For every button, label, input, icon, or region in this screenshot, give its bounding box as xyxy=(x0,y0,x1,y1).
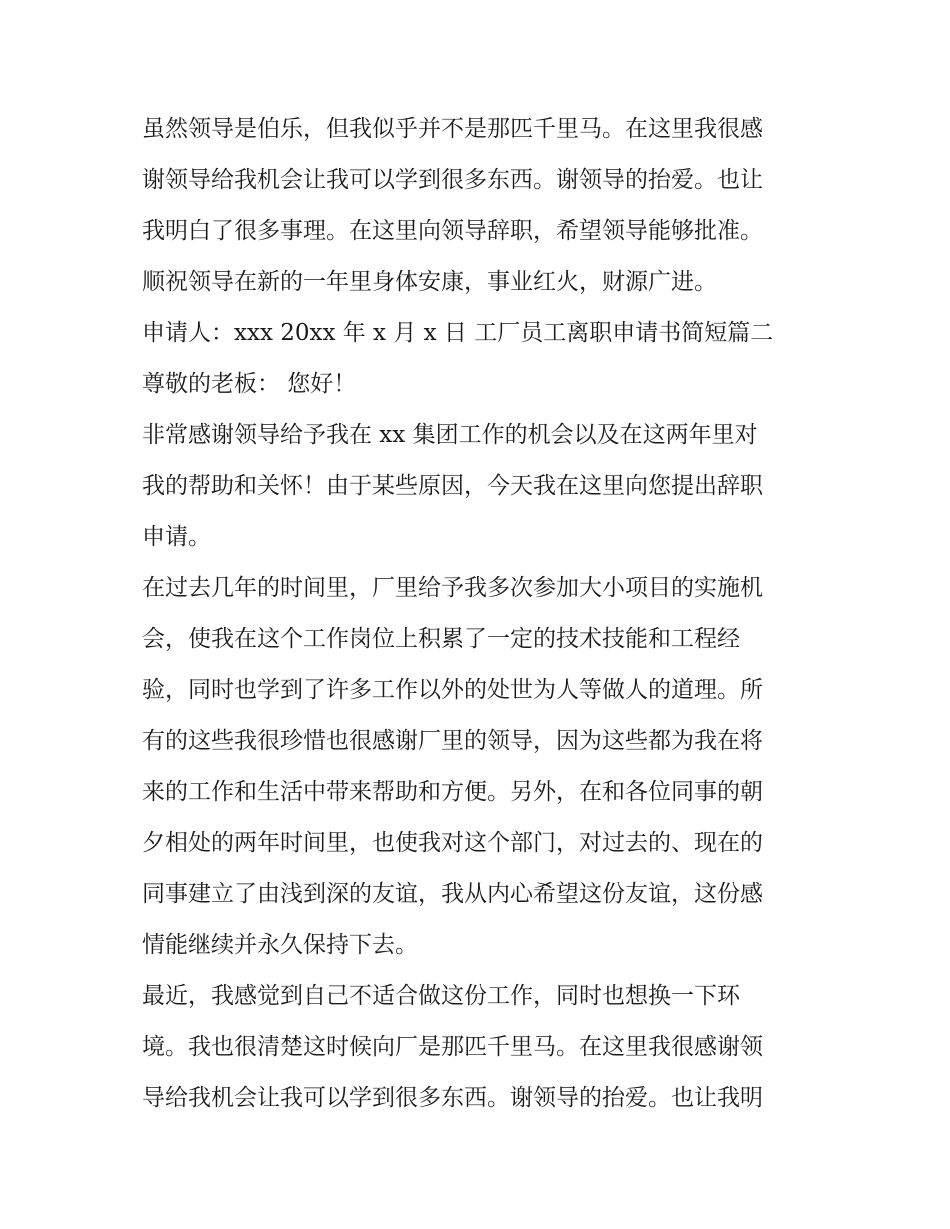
text-line: 会，使我在这个工作岗位上积累了一定的技术技能和工程经 xyxy=(142,626,740,652)
text-line: 申请。 xyxy=(142,524,211,550)
text-line: 谢领导给我机会让我可以学到很多东西。谢领导的抬爱。也让 xyxy=(142,167,763,193)
text-line: 同事建立了由浅到深的友谊，我从内心希望这份友谊，这份感 xyxy=(142,881,763,907)
signature-line: 申请人：xxx 20xx 年 x 月 x 日 工厂员工离职申请书简短篇二 xyxy=(142,320,774,346)
document-body xyxy=(142,104,822,1124)
salutation-line: 尊敬的老板： 您好！ xyxy=(142,371,357,397)
text-line: 顺祝领导在新的一年里身体安康，事业红火，财源广进。 xyxy=(142,269,717,295)
text-line: 验，同时也学到了许多工作以外的处世为人等做人的道理。所 xyxy=(142,677,763,703)
text-line: 在过去几年的时间里，厂里给予我多次参加大小项目的实施机 xyxy=(142,575,763,601)
text-line: 虽然领导是伯乐，但我似乎并不是那匹千里马。在这里我很感 xyxy=(142,116,763,142)
text-line: 最近，我感觉到自己不适合做这份工作，同时也想换一下环 xyxy=(142,983,740,1009)
text-line: 导给我机会让我可以学到很多东西。谢领导的抬爱。也让我明 xyxy=(142,1085,763,1111)
text-line: 我的帮助和关怀！由于某些原因，今天我在这里向您提出辞职 xyxy=(142,473,763,499)
text-line: 来的工作和生活中带来帮助和方便。另外，在和各位同事的朝 xyxy=(142,779,763,805)
text-line: 境。我也很清楚这时候向厂是那匹千里马。在这里我很感谢领 xyxy=(142,1034,763,1060)
text-line: 情能继续并永久保持下去。 xyxy=(142,932,418,958)
text-line: 非常感谢领导给予我在 xx 集团工作的机会以及在这两年里对 xyxy=(142,422,758,448)
text-line: 我明白了很多事理。在这里向领导辞职，希望领导能够批准。 xyxy=(142,218,763,244)
text-line: 夕相处的两年时间里，也使我对这个部门，对过去的、现在的 xyxy=(142,830,763,856)
text-line: 有的这些我很珍惜也很感谢厂里的领导，因为这些都为我在将 xyxy=(142,728,763,754)
